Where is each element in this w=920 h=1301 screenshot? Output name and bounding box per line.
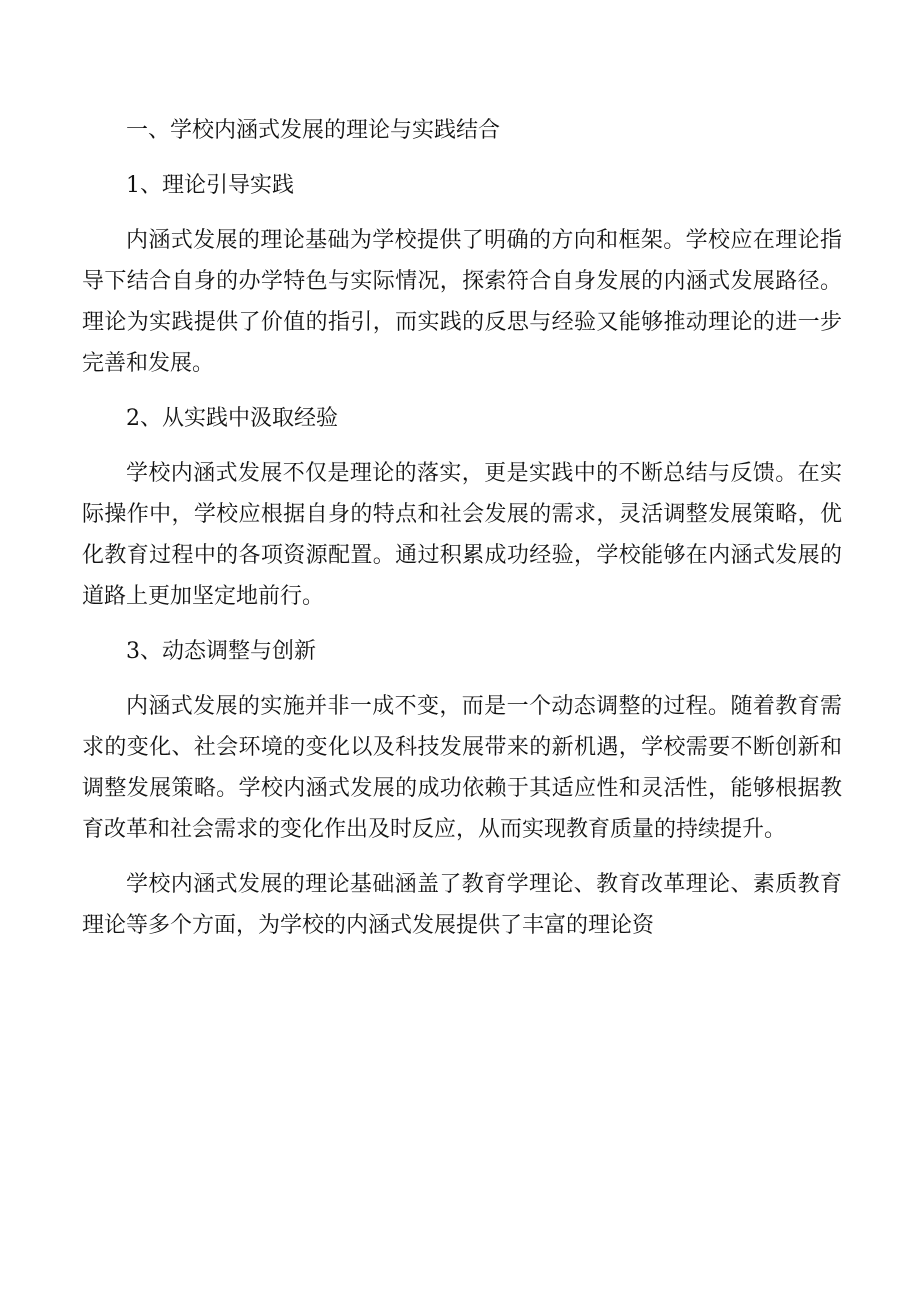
paragraph-3: 内涵式发展的实施并非一成不变，而是一个动态调整的过程。随着教育需求的变化、社会环境的变化以及科技发展带来的新机遇，学校需要不断创新和调整发展策略。学校内涵式发展的成功依赖于其适应性和灵活性，能够根据教育改革和社会需求的变化作出及时反应，从而实现教育质量的持续提升。 <box>82 694 842 842</box>
paragraph-1: 内涵式发展的理论基础为学校提供了明确的方向和框架。学校应在理论指导下结合自身的办学特色与实际情况，探索符合自身发展的内涵式发展路径。理论为实践提供了价值的指引，而实践的反思与经验又能够推动理论的进一步完善和发展。 <box>82 228 842 376</box>
paragraph-2: 学校内涵式发展不仅是理论的落实，更是实践中的不断总结与反馈。在实际操作中，学校应根据自身的特点和社会发展的需求，灵活调整发展策略，优化教育过程中的各项资源配置。通过积累成功经验，学校能够在内涵式发展的道路上更加坚定地前行。 <box>82 461 842 609</box>
subsection-heading-2: 2、从实践中汲取经验 <box>126 406 338 431</box>
section-title: 一、学校内涵式发展的理论与实践结合 <box>126 118 501 143</box>
closing-paragraph: 学校内涵式发展的理论基础涵盖了教育学理论、教育改革理论、素质教育理论等多个方面，为学校的内涵式发展提供了丰富的理论资 <box>82 872 842 938</box>
subsection-heading-1: 1、理论引导实践 <box>126 173 294 198</box>
document-body <box>82 110 842 960</box>
subsection-heading-3: 3、动态调整与创新 <box>126 639 316 664</box>
